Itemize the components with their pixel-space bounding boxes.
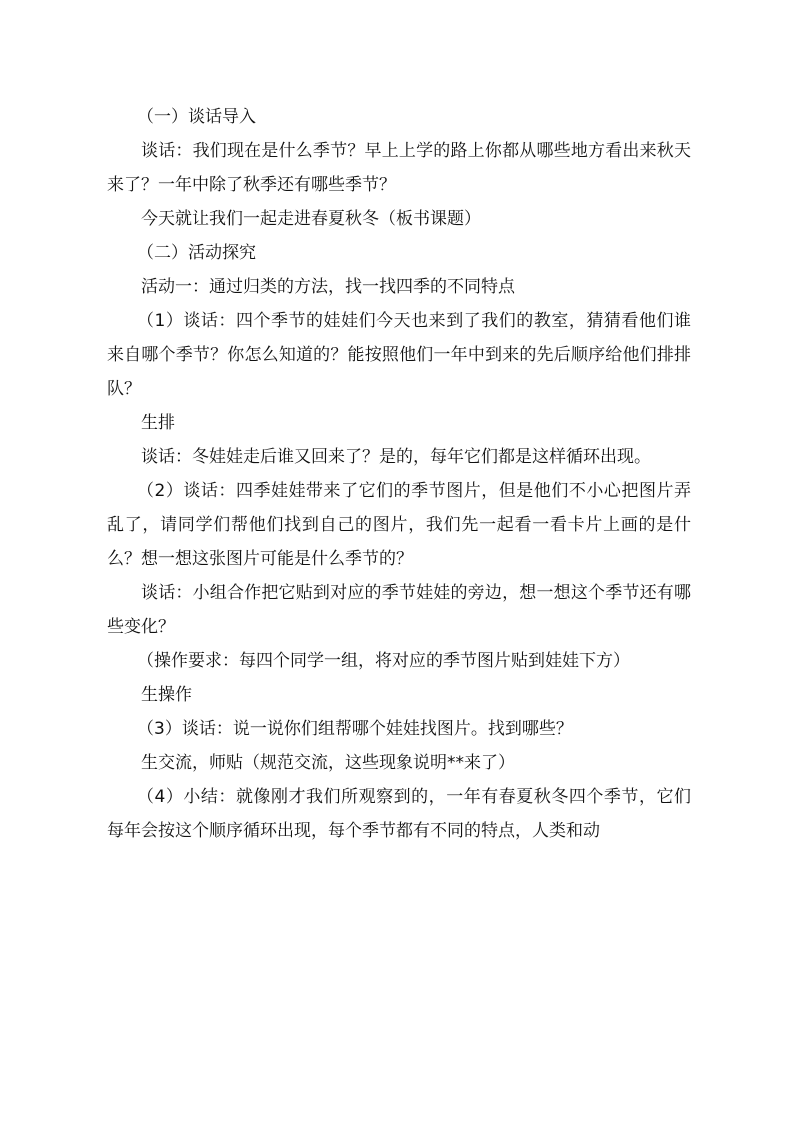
- paragraph: 谈话：我们现在是什么季节？早上上学的路上你都从哪些地方看出来秋天来了？一年中除了秋季还有哪些季节？: [107, 141, 691, 195]
- paragraph: 生排: [141, 413, 175, 433]
- document-body: [107, 100, 691, 848]
- paragraph: （1）谈话：四个季节的娃娃们今天也来到了我们的教室，猜猜看他们谁来自哪个季节？你怎么知道的？能按照他们一年中到来的先后顺序给他们排排队？: [107, 311, 691, 399]
- section-heading-activity: （二）活动探究: [137, 243, 256, 263]
- paragraph: （2）谈话：四季娃娃带来了它们的季节图片，但是他们不小心把图片弄乱了，请同学们帮他们找到自己的图片，我们先一起看一看卡片上画的是什么？想一想这张图片可能是什么季节的？: [107, 481, 691, 569]
- section-heading-intro: （一）谈话导入: [137, 107, 256, 127]
- paragraph: 今天就让我们一起走进春夏秋冬（板书课题）: [141, 209, 481, 229]
- paragraph: 生操作: [141, 685, 192, 705]
- paragraph: 活动一：通过归类的方法，找一找四季的不同特点: [141, 277, 515, 297]
- paragraph: 谈话：小组合作把它贴到对应的季节娃娃的旁边，想一想这个季节还有哪些变化？: [107, 583, 691, 637]
- paragraph: （操作要求：每四个同学一组，将对应的季节图片贴到娃娃下方）: [137, 651, 630, 671]
- paragraph: 谈话：冬娃娃走后谁又回来了？是的，每年它们都是这样循环出现。: [141, 447, 651, 467]
- paragraph: （3）谈话：说一说你们组帮哪个娃娃找图片。找到哪些？: [137, 719, 573, 739]
- paragraph: 生交流，师贴（规范交流，这些现象说明**来了）: [141, 753, 515, 773]
- paragraph: （4）小结：就像刚才我们所观察到的，一年有春夏秋冬四个季节，它们每年会按这个顺序循环出现，每个季节都有不同的特点，人类和动: [107, 787, 691, 841]
